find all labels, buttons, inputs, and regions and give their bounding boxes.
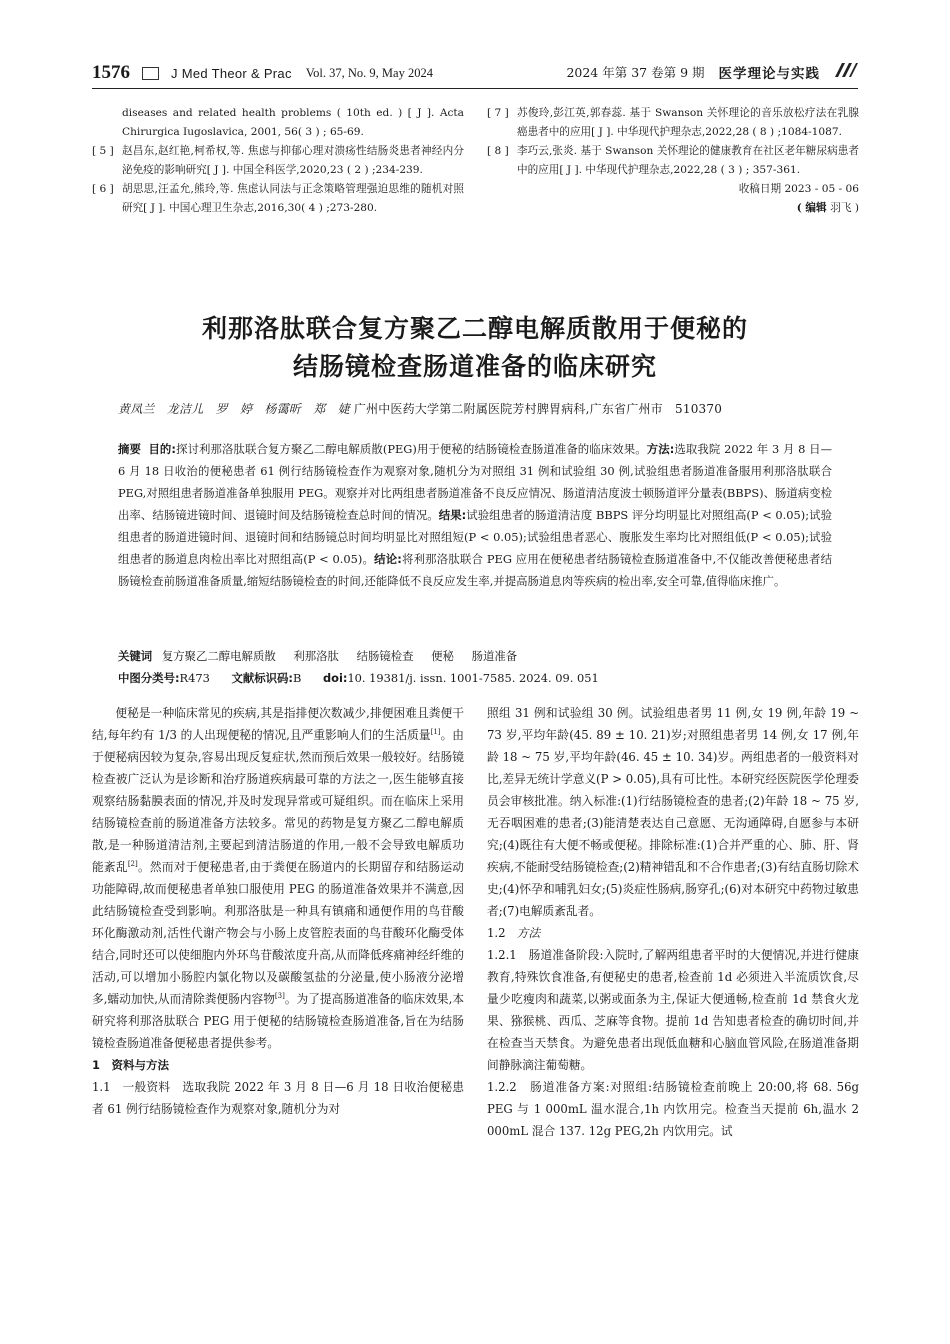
keyword: 利那洛肽 <box>293 649 339 663</box>
objective-label: 目的: <box>148 442 176 456</box>
page-number: 1576 <box>92 62 130 83</box>
reference-item <box>92 180 464 218</box>
intro-text-4: 。为了提高肠道准备的临床效果,本研究将利那洛肽联合 PEG 用于便秘的结肠镜检查肠道准备,旨在为结肠镜检查肠道准备便秘患者提供参考。 <box>92 992 465 1050</box>
section-heading-1: 1 资料与方法 <box>92 1058 170 1072</box>
reference-item <box>487 104 859 142</box>
body-left-column <box>92 702 464 1120</box>
intro-paragraph <box>92 702 464 1054</box>
editor-credit <box>487 199 859 218</box>
journal-name-cn: 医学理论与实践 <box>718 66 820 82</box>
doc-code-label: 文献标识码: <box>231 671 293 685</box>
reference-item <box>487 142 859 180</box>
keyword: 复方聚乙二醇电解质散 <box>161 649 276 663</box>
doc-code-value: B <box>292 671 302 685</box>
reference-text: 苏俊玲,彭江英,郭春蕊. 基于 Swanson 关怀理论的音乐放松疗法在乳腺癌患者中的应用[ J ]. 中华现代护理杂志,2022,28 ( 8 ) ;1084-1087. <box>517 107 859 138</box>
section-1-2-2-paragraph: 1.2.2 肠道准备方案:对照组:结肠镜检查前晚上 20:00,将 68. 56g PEG 与 1 000mL 温水混合,1h 内饮用完。检查当天提前 6h,温水 2 000mL 混合 137. 12g PEG,2h 内饮用完。试 <box>487 1080 859 1138</box>
section-1-1-text: 选取我院 2022 年 3 月 8 日—6 月 18 日收治便秘患者 61 例行结肠镜检查作为观察对象,随机分为对 <box>92 1080 464 1116</box>
conclusion-label: 结论: <box>374 552 402 566</box>
doi-value: 10. 19381/j. issn. 1001-7585. 2024. 09. 051 <box>347 671 599 685</box>
author-names: 黄凤兰 龙洁儿 罗 婷 杨霭昕 郑 婕 <box>118 402 350 416</box>
reference-text: 胡思思,汪孟允,熊玲,等. 焦虑认同法与正念策略管理强迫思维的随机对照研究[ J ]. 中国心理卫生杂志,2016,30( 4 ) ;273-280. <box>122 183 464 214</box>
abstract-label: 摘要 <box>118 442 141 456</box>
citation-1: [1] <box>430 728 441 737</box>
results-text: 试验组患者的肠道清洁度 BBPS 评分均明显比对照组高(P < 0.05);试验组患者的肠道进镜时间、退镜时间和结肠镜总时间均明显比对照组短(P < 0.05);试验组患者恶心、腹胀发生率均比对照组低(P < 0.05);试验组患者的肠道息肉检出率比对照组高(P < 0.05)。 <box>118 508 832 566</box>
intro-text-1: 便秘是一种临床常见的疾病,其是指排便次数减少,排便困难且粪便干结,每年约有 1/3 的人出现便秘的情况,且严重影响人们的生活质量 <box>92 706 464 742</box>
intro-text-3: 。然而对于便秘患者,由于粪便在肠道内的长期留存和结肠运动功能障碍,故而便秘患者单独口服使用 PEG 的肠道准备效果并不满意,因此结肠镜检查受到影响。利那洛肽是一种具有镇痛和通便作用的鸟苷酸环化酶激动剂,活性代谢产物会与小肠上皮管腔表面的鸟苷酸环化酶受体结合,同时还可以使细胞内外环鸟苷酸浓度升高,从而降低疼痛神经纤维的活动,可以增加小肠腔内氯化物以及碳酸氢盐的分泌量,使小肠液分泌增多,蠕动加快,从而清除粪便肠内容物 <box>92 860 464 1006</box>
subjects-paragraph: 照组 31 例和试验组 30 例。试验组患者男 11 例,女 19 例,年龄 19 ~ 73 岁,平均年龄(45. 89 ± 10. 21)岁;对照组患者男 14 例,女 17 例,年龄 18 ~ 75 岁,平均年龄(46. 45 ± 10. 34)岁。两组患者的一般资料对比,差异无统计学意义(P > 0.05),具有可比性。本研究经医院医学伦理委员会审核批准。纳入标准:(1)行结肠镜检查的患者;(2)年龄 18 ~ 75 岁,无吞咽困难的患者;(3)能清楚表达自己意愿、无沟通障碍,自愿参与本研究;(4)既往有大便不畅或便秘。排除标准:(1)合并严重的心、肺、肝、肾疾病,不能耐受结肠镜检查;(2)精神错乱和不合作患者;(3)有结直肠切除术史;(4)怀孕和哺乳妇女;(5)炎症性肠病,肠穿孔;(6)对本研究中药物过敏患者;(7)电解质紊乱者。 <box>487 706 859 918</box>
volume-info-en: Vol. 37, No. 9, May 2024 <box>305 65 433 80</box>
body-right-column <box>487 702 859 1142</box>
reference-number: [ 6 ] <box>92 183 114 195</box>
reference-item: diseases and related health problems ( 10th ed. ) [ J ]. Acta Chirurgica Iugoslavica, 2001, 56( 3 ) ; 65-69. <box>122 107 464 138</box>
article-title <box>92 310 858 386</box>
reference-number: [ 5 ] <box>92 145 114 157</box>
issue-info-cn: 2024 年第 37 卷第 9 期 <box>566 65 705 80</box>
received-date: 收稿日期 2023 - 05 - 06 <box>738 183 859 195</box>
author-affiliation: 广州中医药大学第二附属医院芳村脾胃病科,广东省广州市 510370 <box>353 402 723 416</box>
reference-item <box>92 142 464 180</box>
header-rule <box>92 88 858 89</box>
header-left <box>92 62 433 84</box>
clc-value: R473 <box>179 671 210 685</box>
references-left-column <box>92 104 464 218</box>
keyword: 结肠镜检查 <box>356 649 414 663</box>
section-1-1-number: 1.1 <box>92 1080 111 1094</box>
reference-number: [ 7 ] <box>487 107 509 119</box>
methods-label: 方法: <box>646 442 675 456</box>
title-line-2: 结肠镜检查肠道准备的临床研究 <box>292 352 657 381</box>
header-right <box>566 62 858 82</box>
clc-label: 中图分类号: <box>118 671 180 685</box>
conclusion-text: 将利那洛肽联合 PEG 应用在便秘患者结肠镜检查肠道准备中,不仅能改善便秘患者结肠镜检查前肠道准备质量,缩短结肠镜检查的时间,还能降低不良反应发生率,并提高肠道息肉等疾病的检出率,安全可靠,值得临床推广。 <box>118 552 832 588</box>
section-1-2-number: 1.2 <box>487 926 506 940</box>
editor-name: 羽飞 ) <box>830 202 859 214</box>
keyword: 便秘 <box>431 649 454 663</box>
methods-text: 选取我院 2022 年 3 月 8 日—6 月 18 日收治的便秘患者 61 例行结肠镜检查作为观察对象,随机分为对照组 31 例和试验组 30 例,试验组患者肠道准备服用利那洛肽联合 PEG,对照组患者肠道准备单独服用 PEG。观察并对比两组患者肠道准备不良反应情况、肠道清洁度波士顿肠道评分量表(BBPS)、肠道病变检出率、结肠镜进镜时间、退镜时间及结肠镜检查总时间的情况。 <box>118 442 833 522</box>
abstract <box>118 438 832 592</box>
keywords-label: 关键词 <box>118 649 153 663</box>
section-1-2-heading <box>487 922 859 944</box>
running-header <box>92 62 858 88</box>
author-line <box>118 400 858 417</box>
keyword: 肠道准备 <box>471 649 518 663</box>
results-label: 结果: <box>438 508 467 522</box>
reference-text: 赵昌东,赵红艳,柯希权,等. 焦虑与抑郁心理对溃疡性结肠炎患者神经内分泌免疫的影响研究[ J ]. 中国全科医学,2020,23 ( 2 ) ;234-239. <box>122 145 464 176</box>
doi-label: doi: <box>322 671 348 685</box>
section-1-1-paragraph <box>92 1076 464 1120</box>
reference-text: 李巧云,张炎. 基于 Swanson 关怀理论的健康教育在社区老年糖尿病患者中的应用[ J ]. 中华现代护理杂志,2022,28 ( 3 ) ; 357-361. <box>517 145 859 176</box>
citation-2: [2] <box>127 860 138 869</box>
editor-label: ( 编辑 <box>796 202 827 214</box>
journal-name-en: J Med Theor & Prac <box>171 65 292 81</box>
objective-text: 探讨利那洛肽联合复方聚乙二醇电解质散(PEG)用于便秘的结肠镜检查肠道准备的临床效果。 <box>175 442 647 456</box>
title-line-1: 利那洛肽联合复方聚乙二醇电解质散用于便秘的 <box>201 314 748 343</box>
intro-text-2: 。由于便秘病因较为复杂,容易出现反复症状,然而预后效果一般较好。结肠镜检查被广泛认为是诊断和治疗肠道疾病最可靠的方法之一,医生能够直接观察结肠黏膜表面的情况,并及时发现异常或可疑组织。而在临床上采用结肠镜检查前的肠道准备方法较多。常见的药物是复方聚乙二醇电解质散,是一种肠道清洁剂,主要起到清洁肠道的作用,一般不会导致电解质功能紊乱 <box>92 728 464 874</box>
section-1-2-1-paragraph: 1.2.1 肠道准备阶段:入院时,了解两组患者平时的大便情况,并进行健康教育,特殊饮食准备,有便秘史的患者,检查前 1d 必须进入半流质饮食,尽量少吃瘦肉和蔬菜,以粥或面条为主,保证大便通畅,检查前 1d 禁食火龙果、猕猴桃、西瓜、芝麻等食物。提前 1d 告知患者检查的确切时间,并在检查当天禁食。为避免患者出现低血糖和心脑血管风险,在肠道准备期间静脉滴注葡萄糖。 <box>487 948 859 1072</box>
citation-3: [3] <box>274 992 285 1001</box>
references-right-column <box>487 104 859 218</box>
square-icon <box>142 67 159 80</box>
classification-line <box>118 667 832 689</box>
reference-number: [ 8 ] <box>487 145 509 157</box>
keywords <box>118 645 832 667</box>
section-1-2-title: 方法 <box>516 926 541 940</box>
journal-logo-icon <box>834 62 858 82</box>
section-1-1-title: 一般资料 <box>122 1080 171 1094</box>
